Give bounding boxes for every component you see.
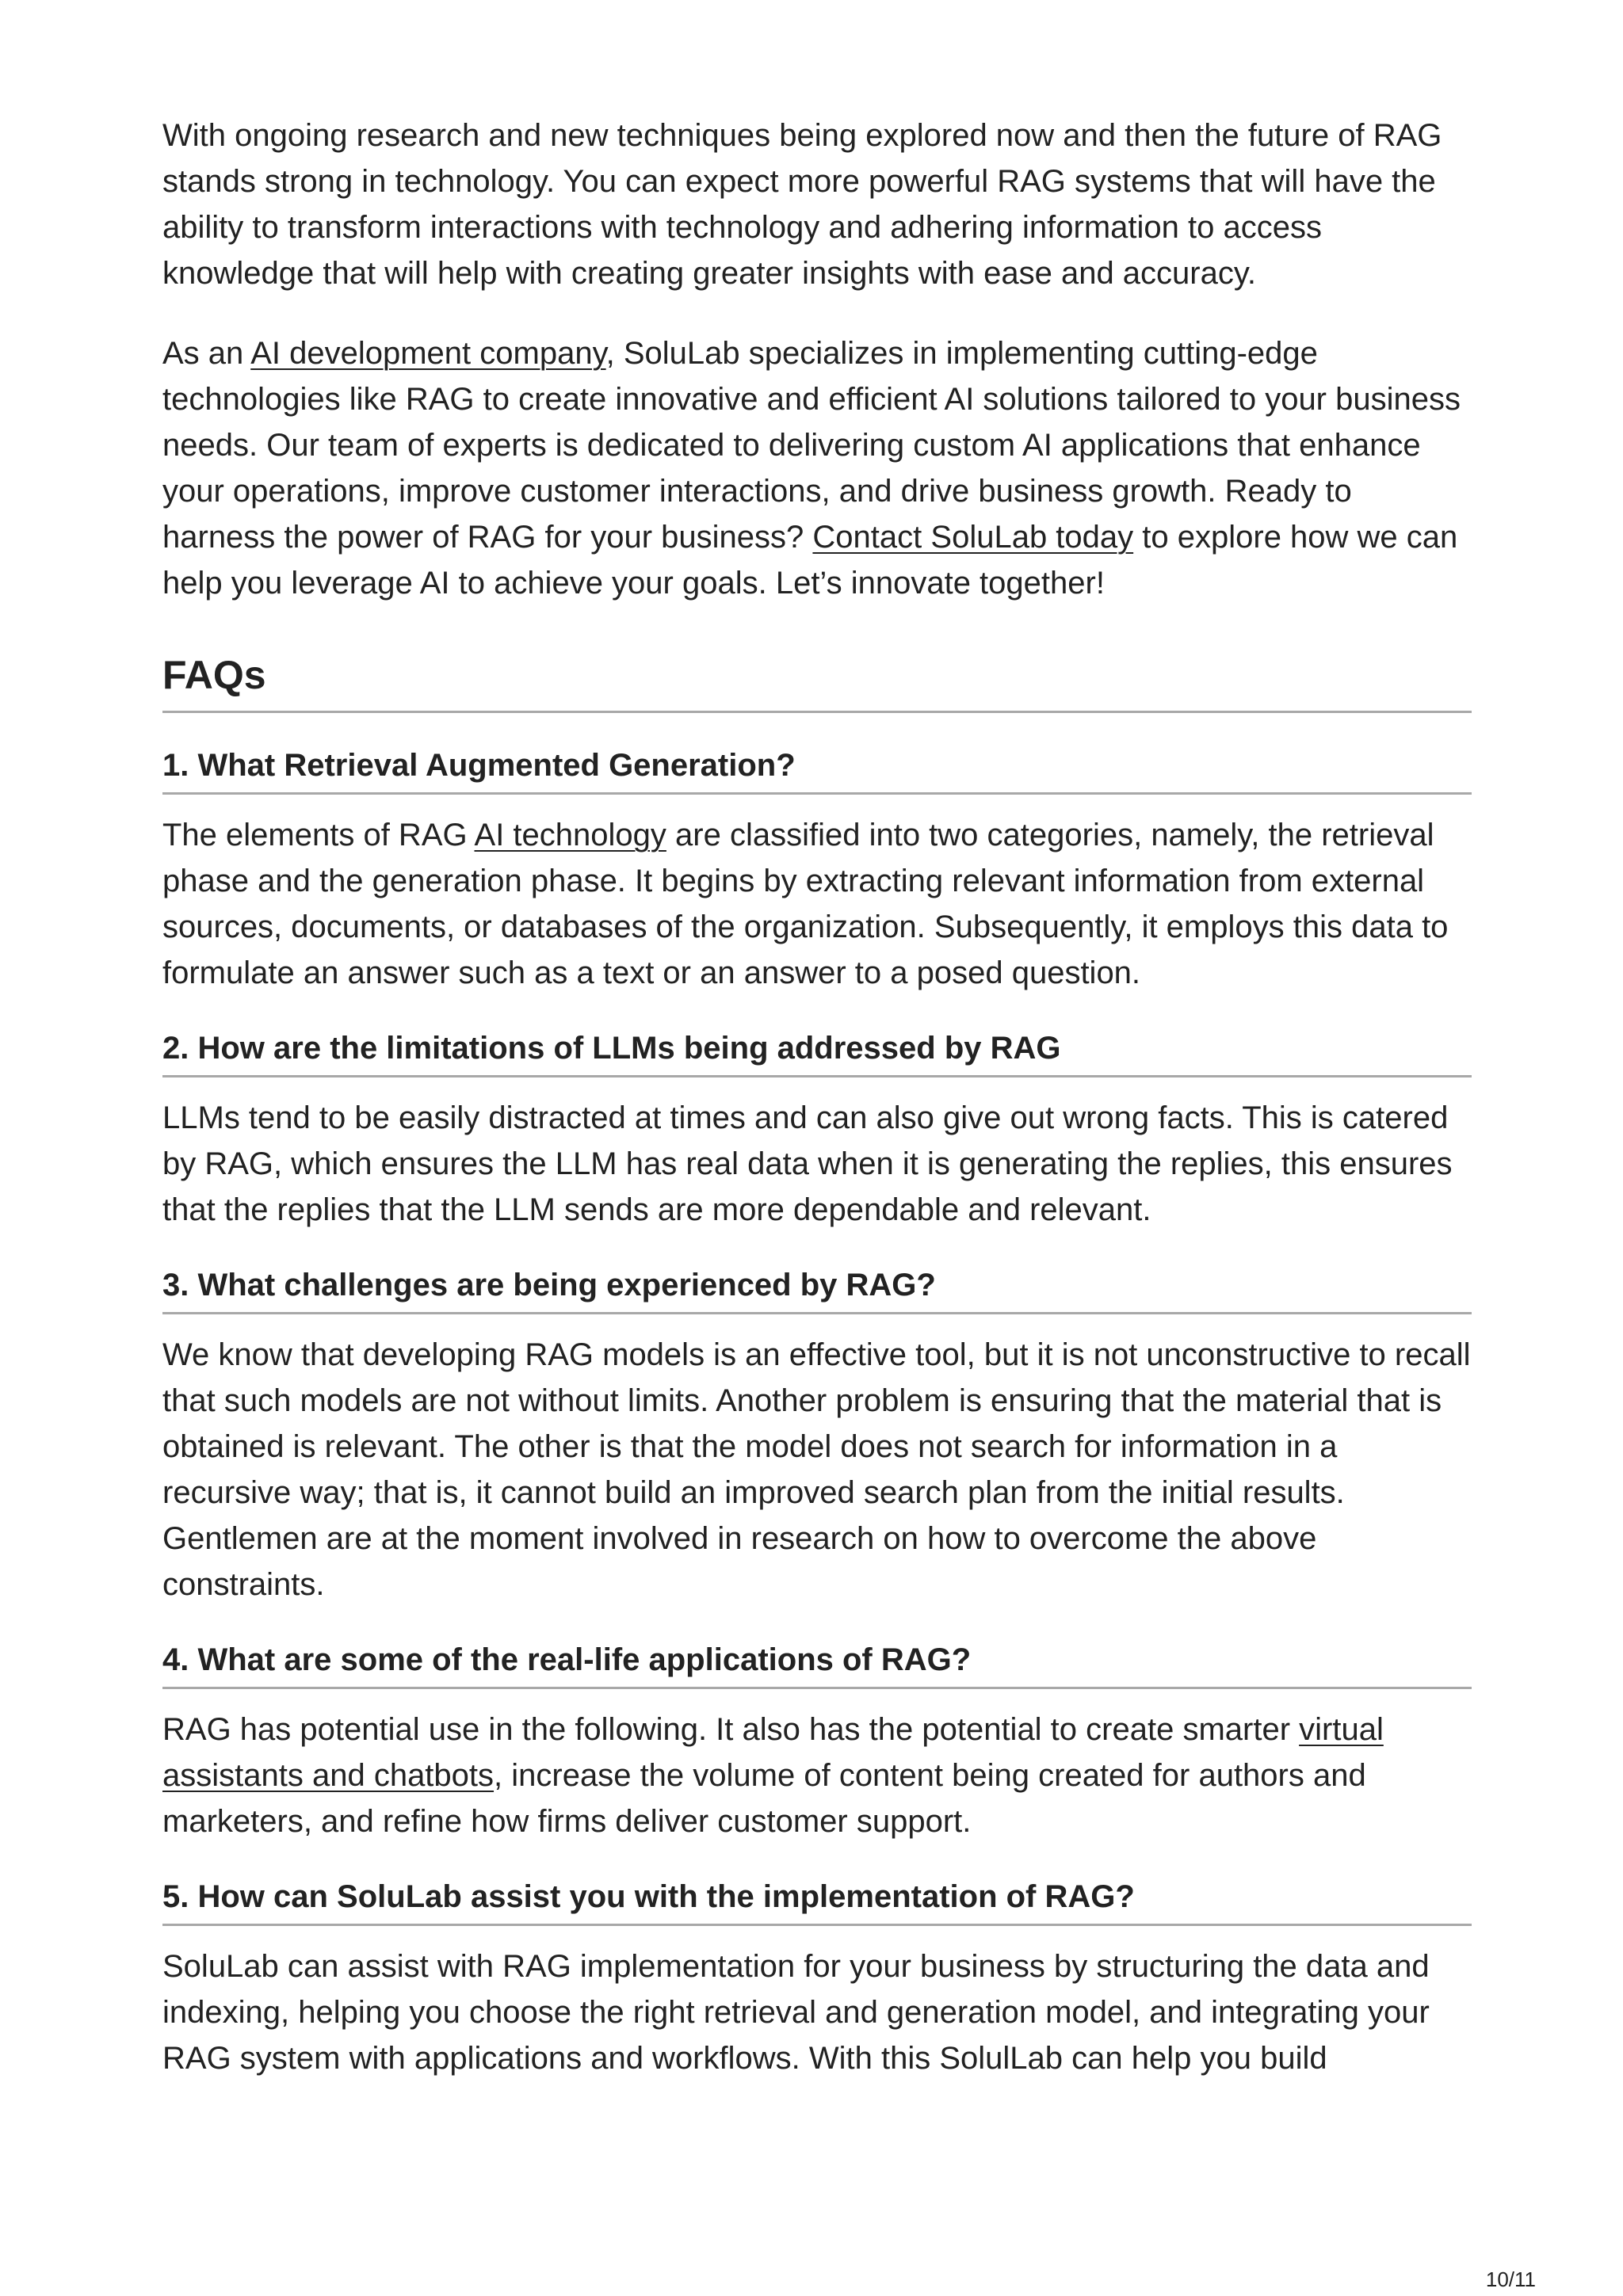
document-content bbox=[162, 113, 1472, 2081]
faq-item-4 bbox=[162, 1639, 1472, 1844]
faq-answer-2: LLMs tend to be easily distracted at times and can also give out wrong facts. This is catered by RAG, which ensures the LLM has real data when it is generating the replies, this ensures that the replies that the LLM sends are more dependable and relevant. bbox=[162, 1100, 1453, 1227]
faq-answer-5: SoluLab can assist with RAG implementation for your business by structuring the data and indexing, helping you choose the right retrieval and generation model, and integrating your RAG system with applications and workflows. With this SolulLab can help you build bbox=[162, 1949, 1430, 2076]
intro-paragraph-1: With ongoing research and new techniques being explored now and then the future of RAG stands strong in technology. You can expect more powerful RAG systems that will have the ability to transform interactions with technology and adhering information to access knowledge that will help with creating greater insights with ease and accuracy. bbox=[162, 118, 1442, 291]
faq-answer-1-pre: The elements of RAG bbox=[162, 818, 475, 852]
intro-text-b: , SoluLab specializes in implementing cutting-edge technologies like RAG to create innovative and efficient AI solutions tailored to your business needs. Our team of experts is dedicated to delivering custom AI applications that enhance your operations, improve customer interactions, and drive business growth. Ready to harness the power of RAG for your business? bbox=[162, 336, 1461, 555]
faq-answer-3: We know that developing RAG models is an effective tool, but it is not unconstructive to recall that such models are not without limits. Another problem is ensuring that the material that is obtained is relevant. The other is that the model does not search for information in a recursive way; that is, it cannot build an improved search plan from the initial results. Gentlemen are at the moment involved in research on how to overcome the above constraints. bbox=[162, 1337, 1471, 1602]
faq-answer-4-pre: RAG has potential use in the following. It also has the potential to create smarter bbox=[162, 1712, 1300, 1747]
faq-item-2 bbox=[162, 1028, 1472, 1233]
faq-question-3: 3. What challenges are being experienced by RAG? bbox=[162, 1264, 1472, 1314]
page-number: 10/11 bbox=[1485, 2267, 1536, 2291]
faq-item-1 bbox=[162, 745, 1472, 996]
faq-item-3 bbox=[162, 1264, 1472, 1608]
faq-answer-4-post: , increase the volume of content being created for authors and marketers, and refine how firms deliver customer support. bbox=[162, 1758, 1366, 1839]
faqs-heading: FAQs bbox=[162, 650, 1472, 713]
faq-question-5: 5. How can SoluLab assist you with the implementation of RAG? bbox=[162, 1876, 1472, 1926]
faq-question-4: 4. What are some of the real-life applications of RAG? bbox=[162, 1639, 1472, 1689]
ai-development-company-link[interactable]: AI development company bbox=[250, 336, 606, 371]
faq-item-5 bbox=[162, 1876, 1472, 2081]
faq-answer-1-post: are classified into two categories, namely, the retrieval phase and the generation phase. It begins by extracting relevant information from external sources, documents, or databases of the organization. Subsequently, it employs this data to formulate an answer such as a text or an answer to a posed question. bbox=[162, 818, 1449, 990]
ai-technology-link[interactable]: AI technology bbox=[474, 818, 666, 852]
faq-answer-1 bbox=[162, 812, 1472, 996]
virtual-assistants-link[interactable]: virtual assistants and chatbots bbox=[162, 1712, 1384, 1793]
faq-answer-4 bbox=[162, 1707, 1472, 1844]
intro-paragraph-2 bbox=[162, 330, 1472, 606]
faq-question-2: 2. How are the limitations of LLMs being addressed by RAG bbox=[162, 1028, 1472, 1077]
intro-text-a: As an bbox=[162, 336, 251, 371]
contact-solulab-link[interactable]: Contact SoluLab today bbox=[812, 520, 1134, 555]
intro-text-c: to explore how we can help you leverage AI to achieve your goals. Let’s innovate together! bbox=[162, 520, 1458, 601]
faq-question-1: 1. What Retrieval Augmented Generation? bbox=[162, 745, 1472, 795]
